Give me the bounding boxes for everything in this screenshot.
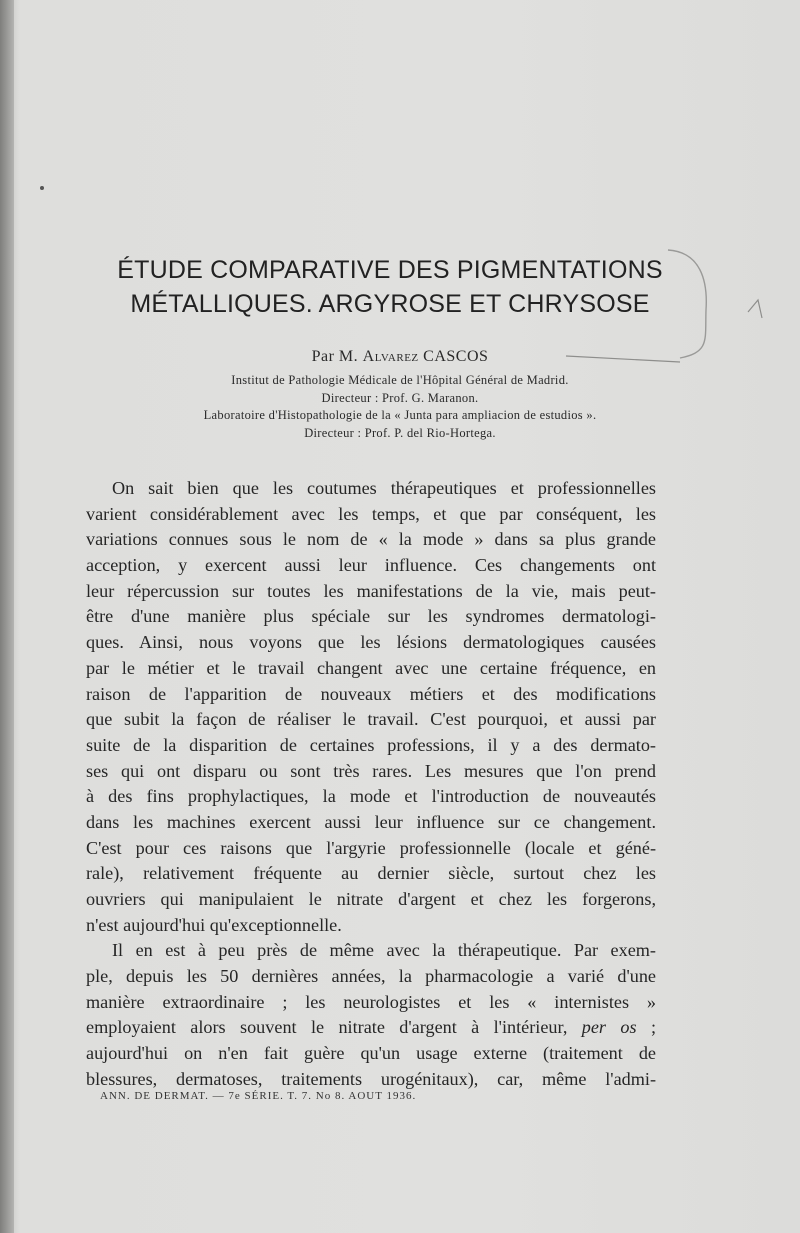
body-line: dans les machines exercent aussi leur influence sur ce changement. [86, 811, 656, 832]
body-line-with-italic [86, 1015, 656, 1041]
body-line: par le métier et le travail changent avec une certaine fréquence, en [86, 657, 656, 678]
body-line: ouvriers qui manipulaient le nitrate d'argent et chez les forgerons, [86, 889, 656, 909]
article-body [86, 476, 656, 1093]
byline-prefix: Par M. [311, 348, 359, 365]
body-line: acception, y exercent aussi leur influence. Ces changements ont [86, 555, 656, 576]
body-line-punct: ; [636, 1017, 656, 1038]
affiliation-line: Institut de Pathologie Médicale de l'Hôpital Général de Madrid. [231, 373, 569, 387]
affiliation-line: Directeur : Prof. G. Maranon. [321, 390, 479, 405]
body-line: être d'une manière plus spéciale sur les syndromes dermatologi- [86, 606, 656, 627]
italic-term: per os [581, 1017, 637, 1038]
book-spine-shadow [0, 0, 14, 1233]
body-line: rale), relativement fréquente au dernier siècle, surtout chez les [86, 863, 656, 884]
body-line: Il en est à peu près de même avec la thérapeutique. Par exem- [112, 940, 656, 961]
body-line: manière extraordinaire ; les neurologistes et les « internistes » [86, 991, 656, 1012]
body-line: n'est aujourd'hui qu'exceptionnelle. [86, 914, 342, 935]
author-byline [60, 348, 740, 366]
body-line: blessures, dermatoses, traitements urogénitaux), car, même l'admi- [86, 1068, 656, 1089]
journal-footer: ANN. DE DERMAT. — 7e SÉRIE. T. 7. No 8. AOUT 1936. [100, 1090, 417, 1102]
body-line: raison de l'apparition de nouveaux métiers et des modifications [86, 683, 656, 704]
author-affiliation [60, 372, 740, 442]
body-line: que subit la façon de réaliser le travail. C'est pourquoi, et aussi par [86, 709, 656, 730]
ink-dot [40, 186, 44, 190]
body-line: suite de la disparition de certaines professions, il y a des dermato- [86, 734, 656, 755]
body-line: C'est pour ces raisons que l'argyrie professionnelle (locale et géné- [86, 837, 656, 858]
body-line: ques. Ainsi, nous voyons que les lésions dermatologiques causées [86, 632, 656, 653]
body-line: aujourd'hui on n'en fait guère qu'un usage externe (traitement de [86, 1043, 656, 1064]
affiliation-line: Directeur : Prof. P. del Rio-Hortega. [304, 425, 496, 440]
body-line: variations connues sous le nom de « la mode » dans sa plus grande [86, 529, 656, 550]
body-line: à des fins prophylactiques, la mode et l'introduction de nouveautés [86, 786, 656, 807]
body-line: On sait bien que les coutumes thérapeutiques et professionnelles [112, 478, 656, 498]
author-first-name: Alvarez [362, 348, 419, 365]
title-line-1: ÉTUDE COMPARATIVE DES PIGMENTATIONS [117, 256, 663, 284]
body-line: ple, depuis les 50 dernières années, la pharmacologie a varié d'une [86, 966, 656, 987]
affiliation-line: Laboratoire d'Histopathologie de la « Junta para ampliacion de estudios ». [203, 408, 597, 422]
body-line: varient considérablement avec les temps, et que par conséquent, les [86, 503, 656, 524]
body-line: leur répercussion sur toutes les manifestations de la vie, mais peut- [86, 580, 656, 601]
body-line-text: employaient alors souvent le nitrate d'argent à l'intérieur, [86, 1017, 568, 1038]
body-line: ses qui ont disparu ou sont très rares. Les mesures que l'on prend [86, 760, 656, 781]
author-surname: CASCOS [423, 348, 489, 365]
title-line-2: MÉTALLIQUES. ARGYROSE ET CHRYSOSE [130, 290, 650, 318]
article-title [60, 253, 720, 321]
